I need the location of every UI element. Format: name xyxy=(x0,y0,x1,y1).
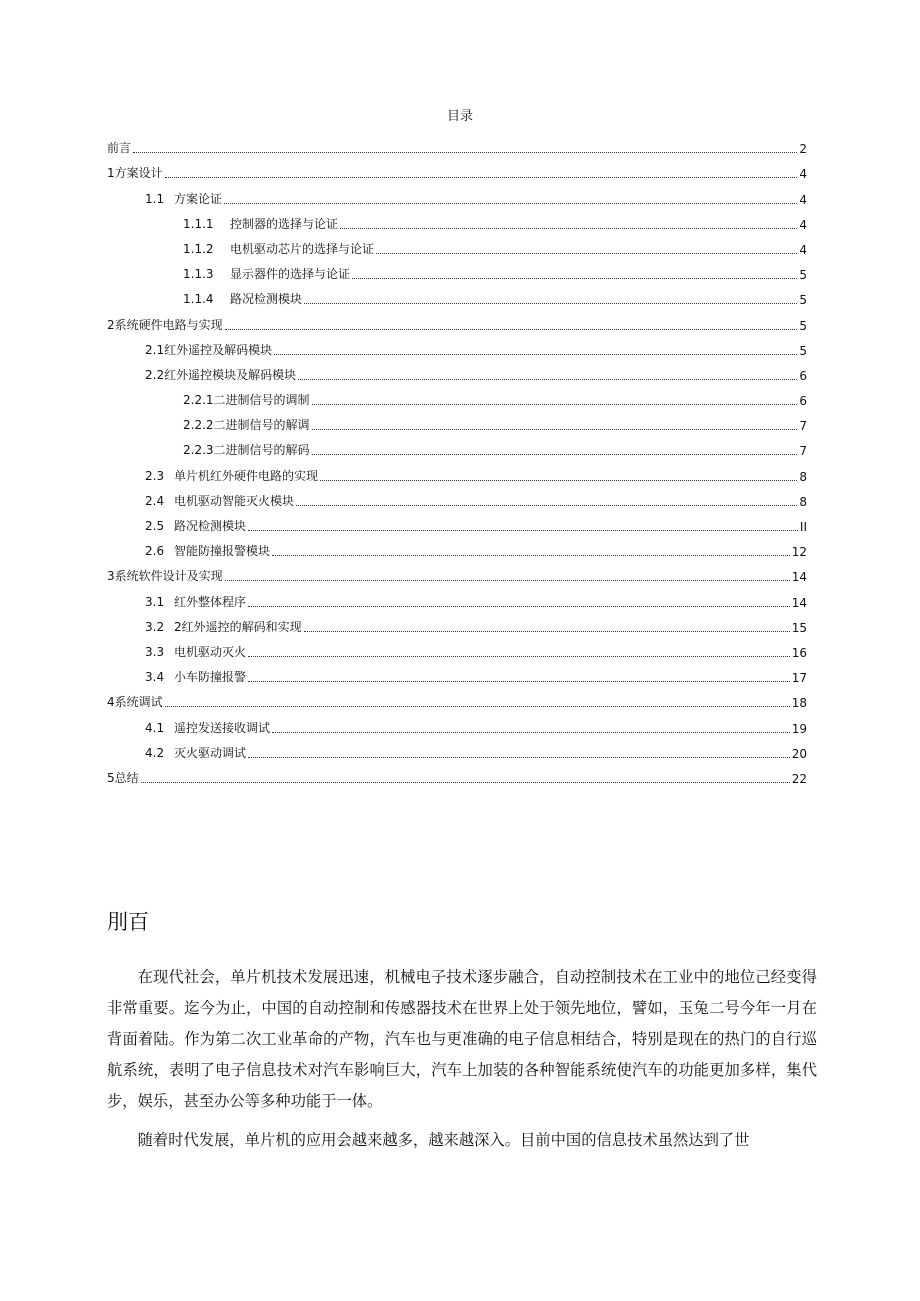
toc-entry-title: 灭火驱动调试 xyxy=(174,745,247,760)
toc-entry-page: 7 xyxy=(799,444,807,459)
toc-entry-page: II xyxy=(799,520,807,534)
toc-entry-title: 小车防撞报警 xyxy=(174,670,247,685)
toc-entry-title: 3系统软件设计及实现 xyxy=(107,569,223,584)
toc-entry-page: 8 xyxy=(799,494,807,509)
toc-entry-label xyxy=(145,492,294,509)
toc-entry[interactable] xyxy=(145,536,807,561)
toc-entry-number: 1.1 xyxy=(145,191,165,206)
toc-entry[interactable] xyxy=(145,662,807,687)
toc-entry-page: 5 xyxy=(799,318,807,333)
toc-entry-title: 方案论证 xyxy=(174,191,223,206)
toc-entry-page: 6 xyxy=(799,368,807,383)
toc-entry-page: 5 xyxy=(799,343,807,358)
toc-entry-title: 智能防撞报警模块 xyxy=(174,544,271,559)
toc-leader-dots xyxy=(248,656,790,657)
toc-entry-page: 5 xyxy=(799,268,807,283)
toc-entry[interactable] xyxy=(107,309,807,334)
toc-entry-title: 2.1红外遥控及解码模块 xyxy=(145,342,273,357)
toc-entry-number: 2.6 xyxy=(145,544,165,559)
toc-entry-page: 18 xyxy=(791,696,807,711)
toc-entry-title: 2.2.3二进制信号的解码 xyxy=(183,443,310,458)
toc-entry-title: 2.2.2二进制信号的解调 xyxy=(183,418,310,433)
toc-leader-dots xyxy=(320,480,797,481)
toc-entry-label xyxy=(145,467,318,484)
toc-entry-title: 4系统调试 xyxy=(107,695,163,710)
toc-entry-label xyxy=(145,643,246,660)
toc-entry-number: 4.1 xyxy=(145,720,165,735)
toc-entry-page: 14 xyxy=(791,595,807,610)
toc-entry-title: 2.2红外遥控模块及解码模块 xyxy=(145,367,297,382)
toc-entry-page: 17 xyxy=(791,671,807,686)
toc-entry-number: 4.2 xyxy=(145,745,165,760)
toc-entry-page: 22 xyxy=(791,771,807,786)
paragraph: 随着时代发展，单片机的应用会越来越多，越来越深入。目前中国的信息技术虽然达到了世 xyxy=(137,1131,750,1149)
toc-entry-number: 2.5 xyxy=(145,519,165,533)
toc-entry-page: 6 xyxy=(799,394,807,409)
toc-leader-dots xyxy=(248,681,790,682)
toc-entry[interactable] xyxy=(145,612,807,637)
toc-entry[interactable] xyxy=(183,385,807,410)
toc-entry-label xyxy=(145,517,246,534)
toc-entry-title: 电机驱动智能灭火模块 xyxy=(174,493,295,508)
toc-entry[interactable] xyxy=(107,763,807,788)
toc-leader-dots xyxy=(248,606,790,607)
toc-entry-title: 5总结 xyxy=(107,770,139,785)
toc-leader-dots xyxy=(298,379,797,380)
toc-entry-number: 1.1.2 xyxy=(183,241,214,256)
toc-entry-label xyxy=(183,215,338,232)
toc-leader-dots xyxy=(224,203,797,204)
toc-entry-number: 2.4 xyxy=(145,493,165,508)
toc-entry-label xyxy=(145,618,302,635)
toc-entry-label xyxy=(145,719,270,736)
toc-entry-title: 前言 xyxy=(107,141,132,156)
toc-leader-dots xyxy=(376,253,797,254)
toc-leader-dots xyxy=(340,228,797,229)
toc-entry-title: 遥控发送接收调试 xyxy=(174,720,271,735)
toc-leader-dots xyxy=(312,454,798,455)
toc-leader-dots xyxy=(165,706,790,707)
toc-leader-dots xyxy=(248,757,790,758)
toc-entry-title: 2红外遥控的解码和实现 xyxy=(174,619,302,634)
toc-entry[interactable] xyxy=(145,183,807,208)
toc-entry[interactable] xyxy=(107,561,807,586)
toc-leader-dots xyxy=(165,177,798,178)
toc-entry-page: 7 xyxy=(799,419,807,434)
toc-leader-dots xyxy=(248,530,798,531)
toc-leader-dots xyxy=(133,152,797,153)
toc-entry-label xyxy=(183,290,302,307)
toc-entry-label xyxy=(145,668,246,685)
toc-entry-title: 路况检测模块 xyxy=(230,292,303,307)
toc-entry-page: 4 xyxy=(799,242,807,257)
toc-entry[interactable] xyxy=(145,511,807,536)
toc-entry-page: 5 xyxy=(799,293,807,308)
toc-title: 目录 xyxy=(446,109,473,124)
toc-leader-dots xyxy=(304,631,790,632)
toc-entry-label xyxy=(145,744,246,761)
toc-entry[interactable] xyxy=(183,410,807,435)
toc-entry[interactable] xyxy=(183,259,807,284)
toc-entry[interactable] xyxy=(183,284,807,309)
toc-entry-number: 1.1.1 xyxy=(183,216,214,231)
toc-entry[interactable] xyxy=(145,486,807,511)
toc-entry-label xyxy=(145,190,222,207)
toc-entry[interactable] xyxy=(107,687,807,712)
toc-entry[interactable] xyxy=(145,360,807,385)
toc-entry[interactable] xyxy=(183,234,807,259)
toc-entry[interactable] xyxy=(145,712,807,737)
toc-entry[interactable] xyxy=(183,209,807,234)
toc-entry[interactable] xyxy=(145,586,807,611)
toc-leader-dots xyxy=(296,505,797,506)
toc-entry-page: 4 xyxy=(799,192,807,207)
toc-entry[interactable] xyxy=(145,460,807,485)
toc-entry-title: 路况检测模块 xyxy=(174,519,247,533)
toc-entry-page: 4 xyxy=(799,167,807,182)
toc-entry-title: 电机驱动芯片的选择与论证 xyxy=(230,241,375,256)
paragraph: 在现代社会，单片机技术发展迅速，机械电子技术逐步融合，自动控制技术在工业中的地位己经变得非常重要。迄今为止，中国的自动控制和传感器技术在世界上处于领先地位，譬如，玉兔二号今年一月在背面着陆。作为第二次工业革命的产物，汽车也与更准确的电子信息相结合，特别是现在的热门的自行巡航系统，表明了电子信息技术对汽车影响巨大，汽车上加装的各种智能系统使汽车的功能更加多样，集代步，娱乐，甚至办公等多种功能于一体。 xyxy=(107,968,817,1110)
toc-leader-dots xyxy=(225,329,798,330)
toc-leader-dots xyxy=(225,580,790,581)
toc-leader-dots xyxy=(352,278,797,279)
toc-entry-page: 2 xyxy=(799,142,807,157)
toc-entry-label xyxy=(145,593,246,610)
toc-entry[interactable] xyxy=(107,133,807,158)
table-of-contents xyxy=(0,133,920,788)
toc-entry-page: 19 xyxy=(791,721,807,736)
toc-leader-dots xyxy=(272,555,790,556)
toc-leader-dots xyxy=(141,782,790,783)
toc-entry-number: 3.2 xyxy=(145,619,165,634)
toc-entry-page: 20 xyxy=(791,746,807,761)
toc-entry-number: 1.1.4 xyxy=(183,292,214,307)
toc-entry-label xyxy=(183,240,374,257)
toc-entry-title: 红外整体程序 xyxy=(174,594,247,609)
toc-entry-number: 3.4 xyxy=(145,670,165,685)
toc-entry-page: 15 xyxy=(791,620,807,635)
toc-entry[interactable] xyxy=(145,637,807,662)
toc-entry-page: 12 xyxy=(791,545,807,560)
toc-entry-title: 2系统硬件电路与实现 xyxy=(107,317,223,332)
body-text xyxy=(107,962,817,1164)
toc-leader-dots xyxy=(274,354,797,355)
section-heading: 刖百 xyxy=(107,910,149,934)
toc-entry-title: 1方案设计 xyxy=(107,166,163,181)
toc-entry-number: 3.3 xyxy=(145,644,165,659)
toc-leader-dots xyxy=(304,303,797,304)
toc-entry[interactable] xyxy=(145,335,807,360)
toc-entry-page: 8 xyxy=(799,469,807,484)
toc-leader-dots xyxy=(312,404,798,405)
toc-entry-page: 14 xyxy=(791,570,807,585)
toc-entry-page: 4 xyxy=(799,217,807,232)
toc-entry[interactable] xyxy=(107,158,807,183)
toc-entry[interactable] xyxy=(183,435,807,460)
toc-entry-label xyxy=(183,265,350,282)
toc-entry-title: 电机驱动灭火 xyxy=(174,644,247,659)
toc-leader-dots xyxy=(312,429,798,430)
toc-entry-number: 3.1 xyxy=(145,594,165,609)
toc-entry-title: 控制器的选择与论证 xyxy=(230,216,339,231)
toc-entry-title: 2.2.1二进制信号的调制 xyxy=(183,393,310,408)
toc-leader-dots xyxy=(272,732,790,733)
toc-entry-label xyxy=(145,542,270,559)
toc-entry[interactable] xyxy=(145,738,807,763)
toc-entry-page: 16 xyxy=(791,645,807,660)
toc-entry-title: 显示器件的选择与论证 xyxy=(230,267,351,282)
toc-entry-title: 单片机红外硬件电路的实现 xyxy=(174,468,319,483)
toc-entry-number: 1.1.3 xyxy=(183,267,214,282)
toc-entry-number: 2.3 xyxy=(145,468,165,483)
